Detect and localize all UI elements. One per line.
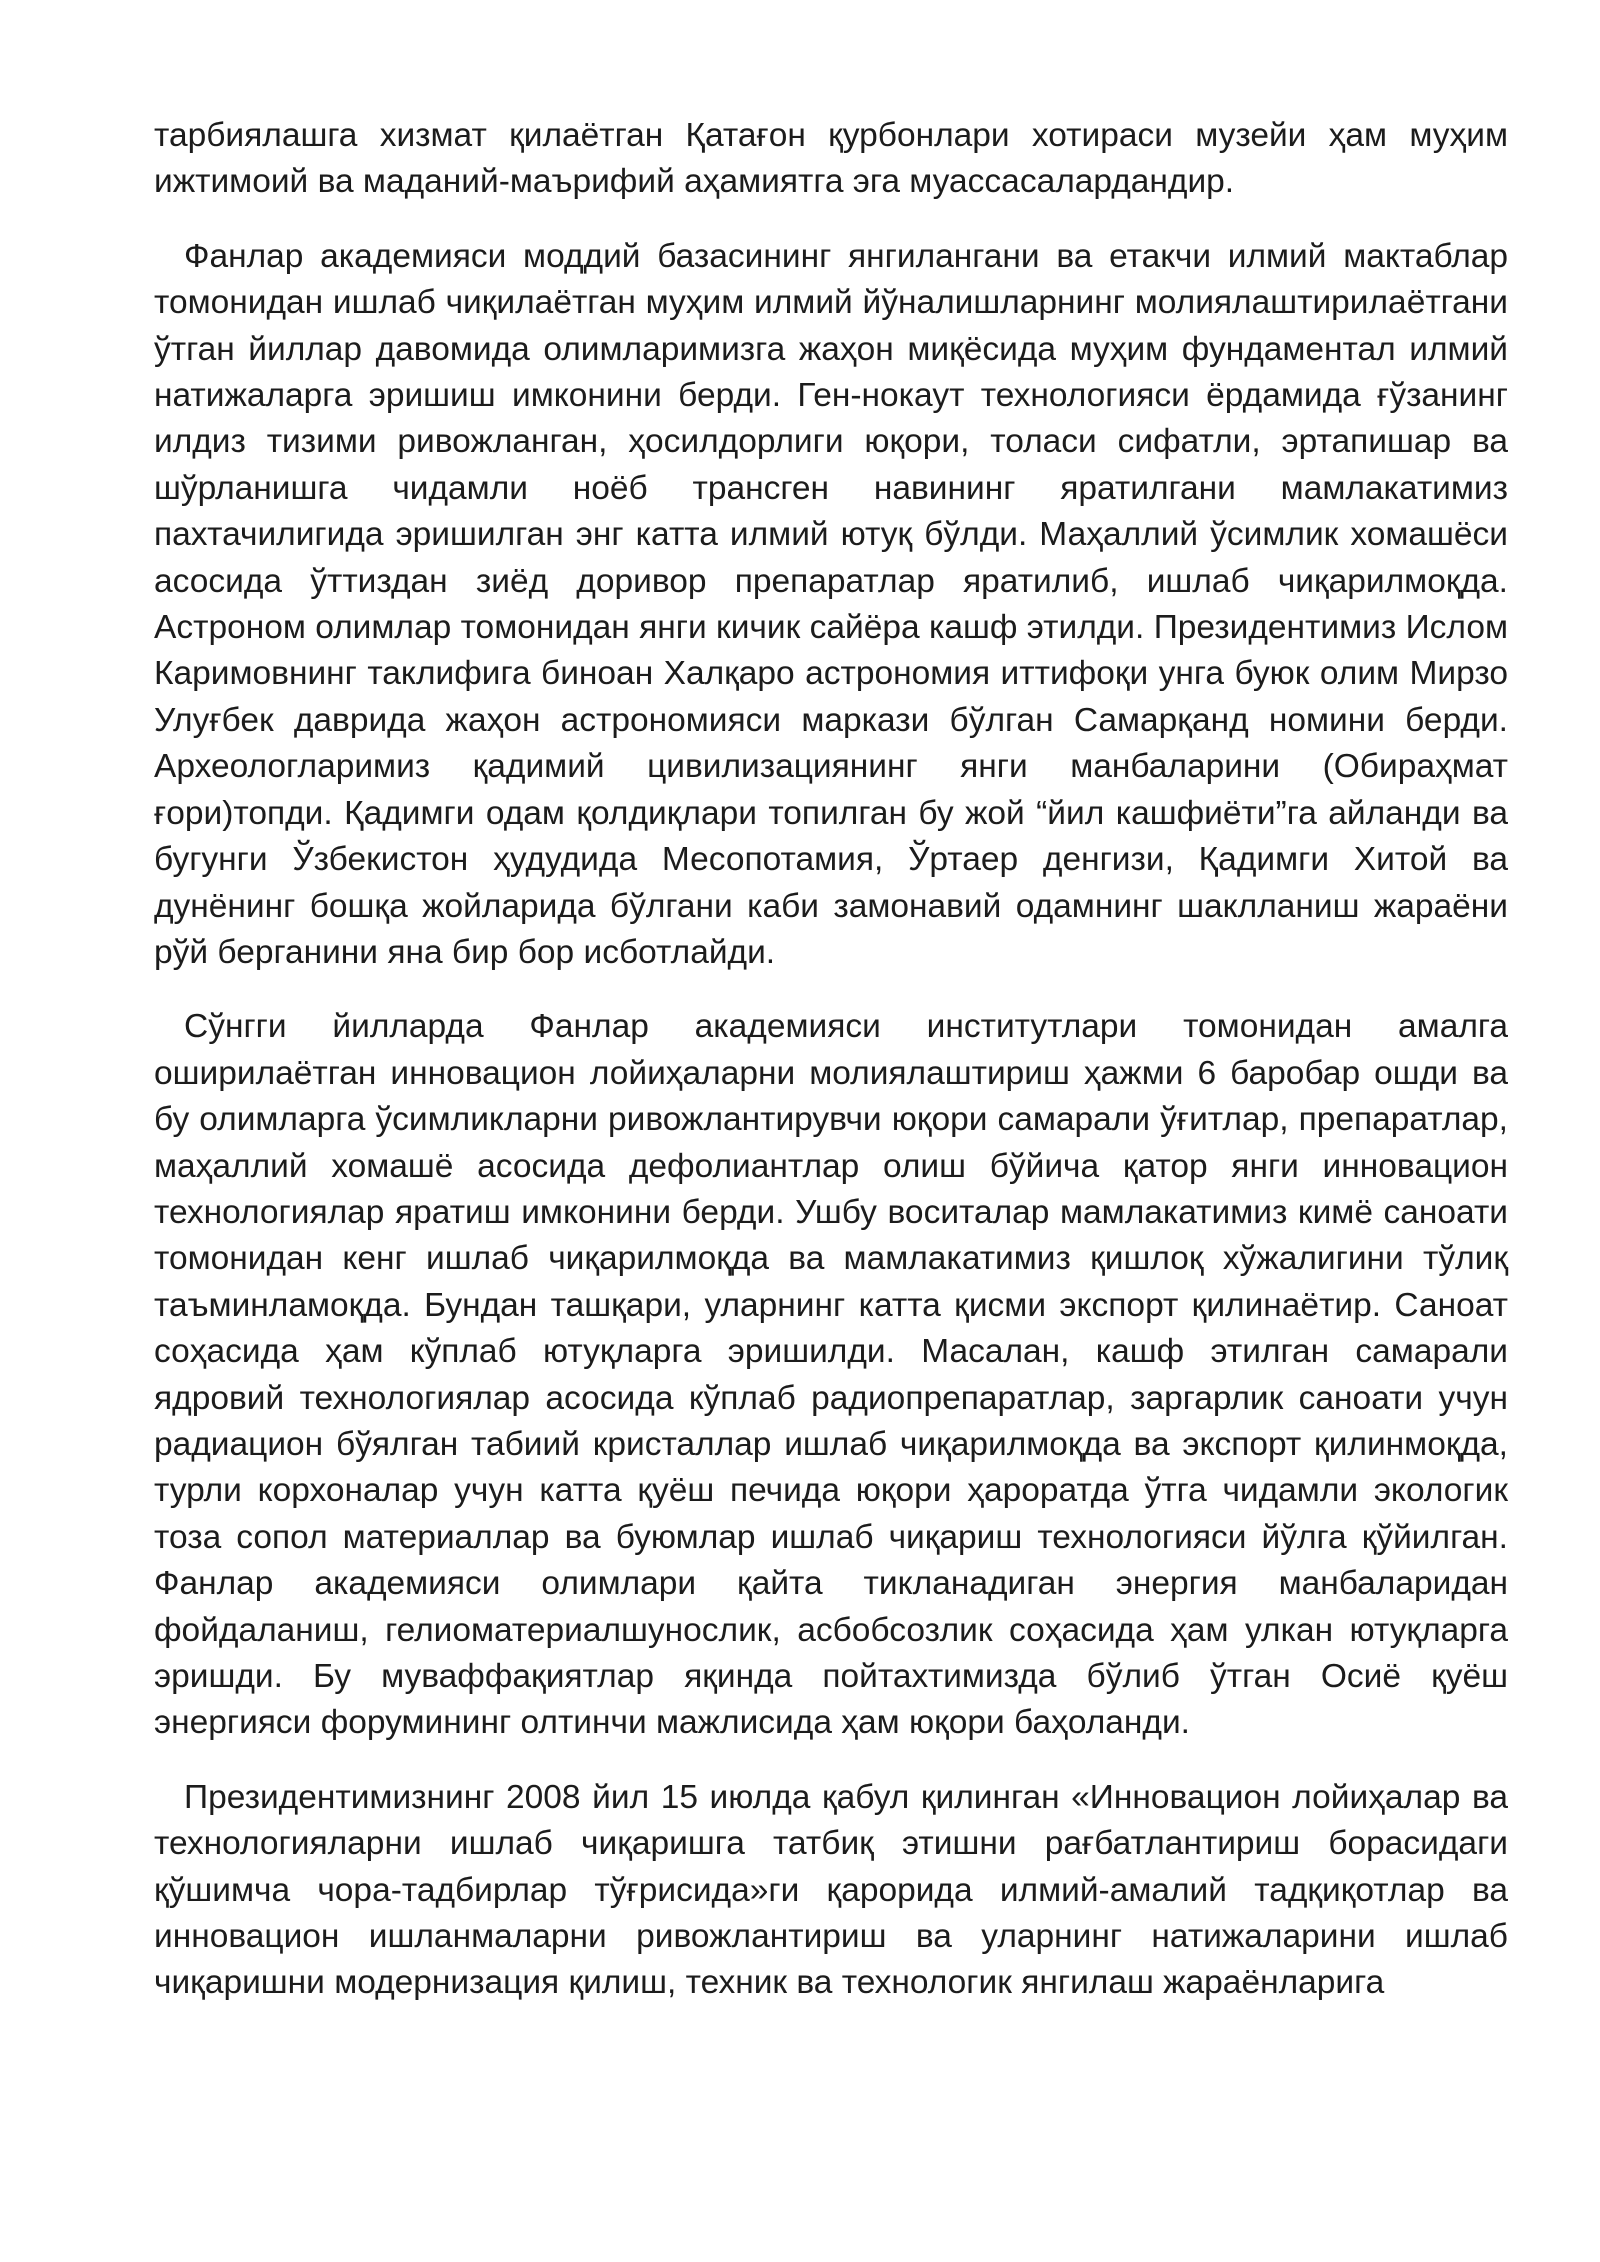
paragraph-continued: тарбиялашга хизмат қилаётган Қатағон қурбонлари хотираси музейи ҳам муҳим ижтимоий ва маданий-маърифий аҳамиятга эга муассасалардандир. xyxy=(154,117,1508,201)
document-page xyxy=(154,113,1508,2007)
paragraph-innovation-funding: Сўнгги йилларда Фанлар академияси институтлари томонидан амалга оширилаётган инновацион лойиҳаларни молиялаштириш ҳажми 6 баробар ошди ва бу олимларга ўсимликларни ривожлантирувчи юқори самарали ўғитлар, препаратлар, маҳаллий хомашё асосида дефолиантлар олиш бўйича қатор янги инновацион технологиялар яратиш имконини берди. Ушбу воситалар мамлакатимиз кимё саноати томонидан кенг ишлаб чиқарилмоқда ва мамлакатимиз қишлоқ хўжалигини тўлиқ таъминламоқда. Бундан ташқари, уларнинг катта қисми экспорт қилинаётир. Саноат соҳасида ҳам кўплаб ютуқларга эришилди. Масалан, кашф этилган самарали ядровий технологиялар асосида кўплаб радиопрепаратлар, заргарлик саноати учун радиацион бўялган табиий кристаллар ишлаб чиқарилмоқда ва экспорт қилинмоқда, турли корхоналар учун катта қуёш печида юқори ҳароратда ўтга чидамли экологик тоза сопол материаллар ва буюмлар ишлаб чиқариш технологияси йўлга қўйилган. Фанлар академияси олимлари қайта тикланадиган энергия манбаларидан фойдаланиш, гелиоматериалшунослик, асбобсозлик соҳасида ҳам улкан ютуқларга эришди. Бу муваффақиятлар яқинда пойтахтимизда бўлиб ўтган Осиё қуёш энергияси форумининг олтинчи мажлисида ҳам юқори баҳоланди. xyxy=(154,1008,1508,1742)
paragraph-presidential-decree: Президентимизнинг 2008 йил 15 июлда қабул қилинган «Инновацион лойиҳалар ва технологияларни ишлаб чиқаришга татбиқ этишни рағбатлантириш борасидаги қўшимча чора-тадбирлар тўғрисида»ги қарорида илмий-амалий тадқиқотлар ва инновацион ишланмаларни ривожлантириш ва уларнинг натижаларини ишлаб чиқаришни модернизация қилиш, техник ва технологик янгилаш жараёнларига xyxy=(154,1778,1508,2002)
paragraph-academy-achievements: Фанлар академияси моддий базасининг янгилангани ва етакчи илмий мактаблар томонидан ишлаб чиқилаётган муҳим илмий йўналишларнинг молиялаштирилаётгани ўтган йиллар давомида олимларимизга жаҳон миқёсида муҳим фундаментал илмий натижаларга эришиш имконини берди. Ген-нокаут технологияси ёрдамида ғўзанинг илдиз тизими ривожланган, ҳосилдорлиги юқори, толаси сифатли, эртапишар ва шўрланишга чидамли ноёб трансген навининг яратилгани мамлакатимиз пахтачилигида эришилган энг катта илмий ютуқ бўлди. Маҳаллий ўсимлик хомашёси асосида ўттиздан зиёд доривор препаратлар яратилиб, ишлаб чиқарилмоқда. Астроном олимлар томонидан янги кичик сайёра кашф этилди. Президентимиз Ислом Каримовнинг таклифига биноан Халқаро астрономия иттифоқи унга буюк олим Мирзо Улуғбек даврида жаҳон астрономияси маркази бўлган Самарқанд номини берди. Археологларимиз қадимий цивилизациянинг янги манбаларини (Обираҳмат ғори)топди. Қадимги одам қолдиқлари топилган бу жой “йил кашфиёти”га айланди ва бугунги Ўзбекистон ҳудудида Месопотамия, Ўртаер денгизи, Қадимги Хитой ва дунёнинг бошқа жойларида бўлгани каби замонавий одамнинг шаклланиш жараёни рўй берганини яна бир бор исботлайди. xyxy=(154,237,1508,971)
